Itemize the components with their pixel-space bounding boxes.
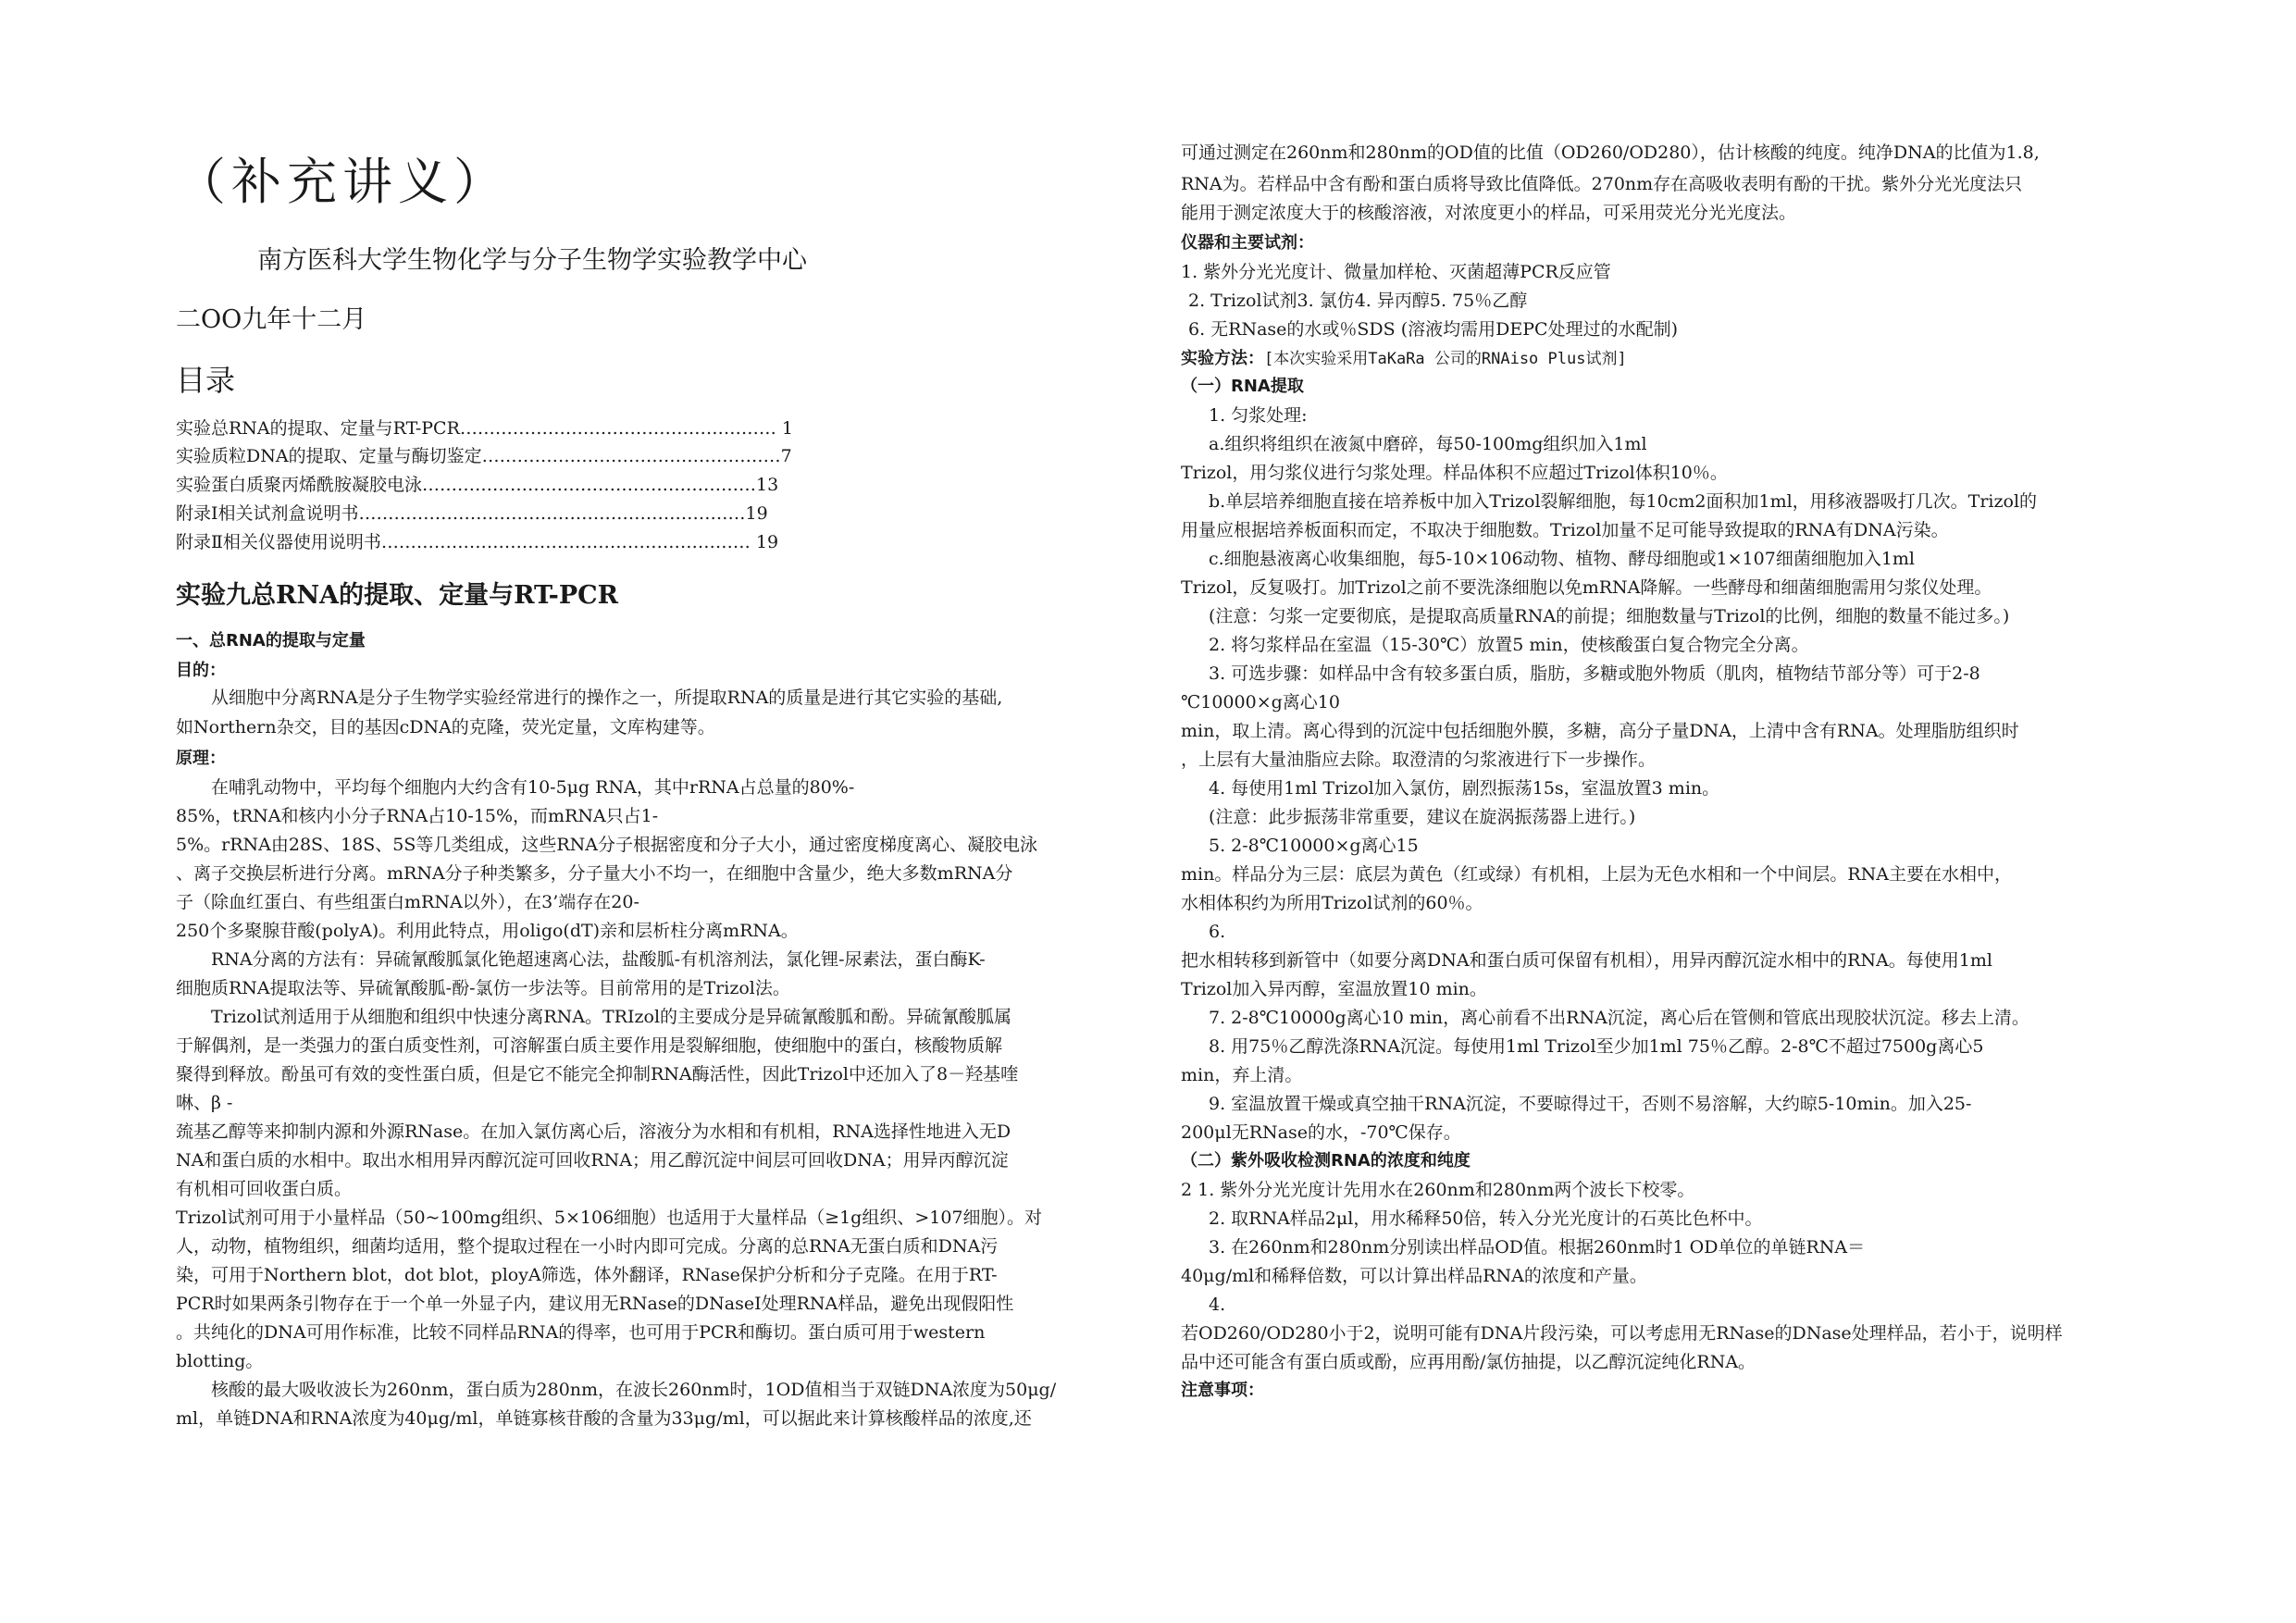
method-note: [本次实验采用TaKaRa 公司的RNAiso Plus试剂] [1264,350,1627,368]
list-item: 6. 无RNase的水或％SDS (溶液均需用DEPC处理过的水配制) [1188,319,1678,340]
paragraph-line: 人，动物，植物组织，细菌均适用，整个提取过程在一小时内即可完成。分离的总RNA无蛋白质和DNA污 [176,1236,999,1257]
step-line: 40μg/ml和稀释倍数，可以计算出样品RNA的浓度和产量。 [1181,1266,1647,1286]
paragraph-line: 聚得到释放。酚虽可有效的变性蛋白质，但是它不能完全抑制RNA酶活性，因此Trizol中还加入了8－羟基喹 [176,1064,1019,1084]
step-line: 2 1. 紫外分光光度计先用水在260nm和280nm两个波长下校零。 [1181,1180,1695,1200]
paragraph-line: 85%，tRNA和核内小分子RNA占10-15%，而mRNA只占1- [176,806,659,826]
document-date: 二OO九年十二月 [176,305,367,334]
paragraph-line: 在哺乳动物中，平均每个细胞内大约含有10-5μg RNA，其中rRNA占总量的80%- [211,777,855,798]
paragraph-line: RNA为。若样品中含有酚和蛋白质将导致比值降低。270nm存在高吸收表明有酚的干扰。紫外分光光度法只 [1181,174,2023,194]
step-line: b.单层培养细胞直接在培养板中加入Trizol裂解细胞，每10cm2面积加1ml，用移液器吸打几次。Trizol的 [1209,491,2038,512]
toc-entry[interactable]: 实验总RNA的提取、定量与RT-PCR……………………………………………… 1 [176,418,794,439]
step-line: Trizol，反复吸打。加Trizol之前不要洗涤细胞以免mRNA降解。一些酵母和细菌细胞需用匀浆仪处理。 [1181,577,1992,598]
step-line: 5. 2-8℃10000×g离心15 [1209,836,1419,856]
toc-entry[interactable]: 附录Ⅰ相关试剂盒说明书…………………………………………………………19 [176,503,768,524]
section-heading: 一、总RNA的提取与定量 [176,631,366,650]
step-line: 品中还可能含有蛋白质或酚，应再用酚/氯仿抽提，以乙醇沉淀纯化RNA。 [1181,1352,1756,1372]
notes-label: 注意事项： [1181,1381,1264,1400]
paragraph-line: Trizol试剂可用于小量样品（50~100mg组织、5×106细胞）也适用于大量样品（≥1g组织、>107细胞）。对 [176,1208,1043,1228]
method-label: 实验方法： [1181,349,1264,368]
step-line: min。样品分为三层：底层为黄色（红或绿）有机相，上层为无色水相和一个中间层。RNA主要在水相中， [1181,864,2012,885]
step-line: 4. [1209,1295,1226,1315]
step-line: 8. 用75％乙醇洗涤RNA沉淀。每使用1ml Trizol至少加1ml 75％乙醇。2-8℃不超过7500g离心5 [1209,1036,1984,1057]
paragraph-line: 从细胞中分离RNA是分子生物学实验经常进行的操作之一，所提取RNA的质量是进行其它实验的基础, [211,688,1003,708]
step-line: ，上层有大量油脂应去除。取澄清的匀浆液进行下一步操作。 [1181,750,1657,770]
paragraph-line: RNA分离的方法有：异硫氰酸胍氯化铯超速离心法，盐酸胍-有机溶剂法，氯化锂-尿素法，蛋白酶K- [211,949,986,970]
paragraph-line: 细胞质RNA提取法等、异硫氰酸胍-酚-氯仿一步法等。目前常用的是Trizol法。 [176,978,790,998]
step-line: 水相体积约为所用Trizol试剂的60％。 [1181,893,1483,913]
step-line: 6. [1209,922,1226,942]
step-line: 3. 可选步骤：如样品中含有较多蛋白质，脂肪，多糖或胞外物质（肌肉，植物结节部分等）可于2-8 [1209,663,1980,684]
step-line: Trizol，用匀浆仪进行匀浆处理。样品体积不应超过Trizol体积10％。 [1181,463,1728,483]
experiment-title: 实验九总RNA的提取、定量与RT-PCR [176,581,619,610]
paragraph-line: 啉、β - [176,1093,233,1113]
step-line: min，取上清。离心得到的沉淀中包括细胞外膜，多糖，高分子量DNA，上清中含有RNA。处理脂肪组织时 [1181,721,2019,741]
step-line: 3. 在260nm和280nm分别读出样品OD值。根据260nm时1 OD单位的单链RNA＝ [1209,1237,1866,1258]
step-line: 若OD260/OD280小于2，说明可能有DNA片段污染，可以考虑用无RNase的DNase处理样品，若小于，说明样 [1181,1323,2063,1344]
purpose-label: 目的： [176,661,226,680]
step-line: 7. 2-8℃10000g离心10 min，离心前看不出RNA沉淀，离心后在管侧和管底出现胶状沉淀。移去上清。 [1209,1008,2029,1028]
paragraph-line: 染，可用于Northern blot，dot blot，ployA筛选，体外翻译，RNase保护分析和分子克隆。在用于RT- [176,1265,998,1285]
toc-entry[interactable]: 实验质粒DNA的提取、定量与酶切鉴定……………………………………………7 [176,446,792,466]
paragraph-line: blotting。 [176,1351,264,1371]
step-line: 2. 将匀浆样品在室温（15-30℃）放置5 min，使核酸蛋白复合物完全分离。 [1209,635,1809,655]
step-line: (注意：此步振荡非常重要，建议在旋涡振荡器上进行。) [1209,807,1636,827]
document-title: （补充讲义） [176,153,509,211]
principle-label: 原理： [176,749,226,768]
step-line: 用量应根据培养板面积而定，不取决于细胞数。Trizol加量不足可能导致提取的RNA有DNA污染。 [1181,520,1949,540]
paragraph-line: 如Northern杂交，目的基因cDNA的克隆，荧光定量，文库构建等。 [176,717,715,737]
paragraph-line: 5%。rRNA由28S、18S、5S等几类组成，这些RNA分子根据密度和分子大小，通过密度梯度离心、凝胶电泳 [176,835,1038,855]
paragraph-line: 250个多聚腺苷酸(polyA)。利用此特点，用oligo(dT)亲和层析柱分离mRNA。 [176,921,799,941]
paragraph-line: 。共纯化的DNA可用作标准，比较不同样品RNA的得率，也可用于PCR和酶切。蛋白质可用于western [176,1322,986,1343]
paragraph-line: NA和蛋白质的水相中。取出水相用异丙醇沉淀可回收RNA；用乙醇沉淀中间层可回收DNA；用异丙醇沉淀 [176,1150,1009,1171]
list-item: 1. 紫外分光光度计、微量加样枪、灭菌超薄PCR反应管 [1181,262,1611,282]
paragraph-line: 、离子交换层析进行分离。mRNA分子种类繁多，分子量大小不均一，在细胞中含量少，绝大多数mRNA分 [176,863,1013,884]
step-line: a.组织将组织在液氮中磨碎，每50-100mg组织加入1ml [1209,434,1647,454]
step-line: ℃10000×g离心10 [1181,692,1340,712]
list-item: 2. Trizol试剂3. 氯仿4. 异丙醇5. 75％乙醇 [1188,291,1528,311]
step-line: c.细胞悬液离心收集细胞，每5-10×106动物、植物、酵母细胞或1×107细菌细胞加入1ml [1209,549,1916,569]
step-line: min，弃上清。 [1181,1065,1303,1085]
paragraph-line: 能用于测定浓度大于的核酸溶液，对浓度更小的样品，可采用荧光分光光度法。 [1181,203,1797,223]
paragraph-line: PCR时如果两条引物存在于一个单一外显子内，建议用无RNase的DNaseⅠ处理RNA样品，避免出现假阳性 [176,1294,1014,1314]
step-line: (注意：匀浆一定要彻底，是提取高质量RNA的前提；细胞数量与Trizol的比例，细胞的数量不能过多。) [1209,606,2010,626]
step-line: 2. 取RNA样品2μl，用水稀释50倍，转入分光光度计的石英比色杯中。 [1209,1208,1763,1229]
step-line: 4. 每使用1ml Trizol加入氯仿，剧烈振荡15s，室温放置3 min。 [1209,778,1720,799]
paragraph-line: Trizol试剂适用于从细胞和组织中快速分离RNA。TRIzol的主要成分是异硫氰酸胍和酚。异硫氰酸胍属 [211,1007,1012,1027]
paragraph-line: 核酸的最大吸收波长为260nm，蛋白质为280nm，在波长260nm时，1OD值相当于双链DNA浓度为50μg/ [211,1380,1057,1400]
paragraph-line: 可通过测定在260nm和280nm的OD值的比值（OD260/OD280），估计核酸的纯度。纯净DNA的比值为1.8, [1181,142,2040,163]
document-subtitle: 南方医科大学生物化学与分子生物学实验教学中心 [257,246,807,275]
instruments-label: 仪器和主要试剂： [1181,233,1314,253]
step-line: 200μl无RNase的水，-70℃保存。 [1181,1122,1461,1143]
paragraph-line: ml，单链DNA和RNA浓度为40μg/ml，单链寡核苷酸的含量为33μg/ml，可以据此来计算核酸样品的浓度,还 [176,1408,1032,1429]
toc-entry[interactable]: 实验蛋白质聚丙烯酰胺凝胶电泳…………………………………………………13 [176,475,779,495]
subsection-heading: （二）紫外吸收检测RNA的浓度和纯度 [1181,1151,1471,1171]
step-line: 把水相转移到新管中（如要分离DNA和蛋白质可保留有机相），用异丙醇沉淀水相中的RNA。每使用1ml [1181,950,1992,971]
toc-title: 目录 [176,363,236,398]
paragraph-line: 有机相可回收蛋白质。 [176,1179,353,1199]
subsection-heading: （一）RNA提取 [1181,377,1304,396]
toc-entry[interactable]: 附录Ⅱ相关仪器使用说明书……………………………………………………… 19 [176,532,779,552]
step-line: Trizol加入异丙醇，室温放置10 min。 [1181,979,1487,999]
step-line: 1. 匀浆处理: [1209,405,1308,426]
paragraph-line: 巯基乙醇等来抑制内源和外源RNase。在加入氯仿离心后，溶液分为水相和有机相，RNA选择性地进入无D [176,1121,1011,1142]
paragraph-line: 于解偶剂，是一类强力的蛋白质变性剂，可溶解蛋白质主要作用是裂解细胞，使细胞中的蛋白，核酸物质解 [176,1035,1003,1056]
paragraph-line: 子（除血红蛋白、有些组蛋白mRNA以外），在3’端存在20- [176,892,639,912]
step-line: 9. 室温放置干燥或真空抽干RNA沉淀，不要晾得过干，否则不易溶解，大约晾5-10min。加入25- [1209,1094,1972,1114]
method-line [1181,347,1627,370]
